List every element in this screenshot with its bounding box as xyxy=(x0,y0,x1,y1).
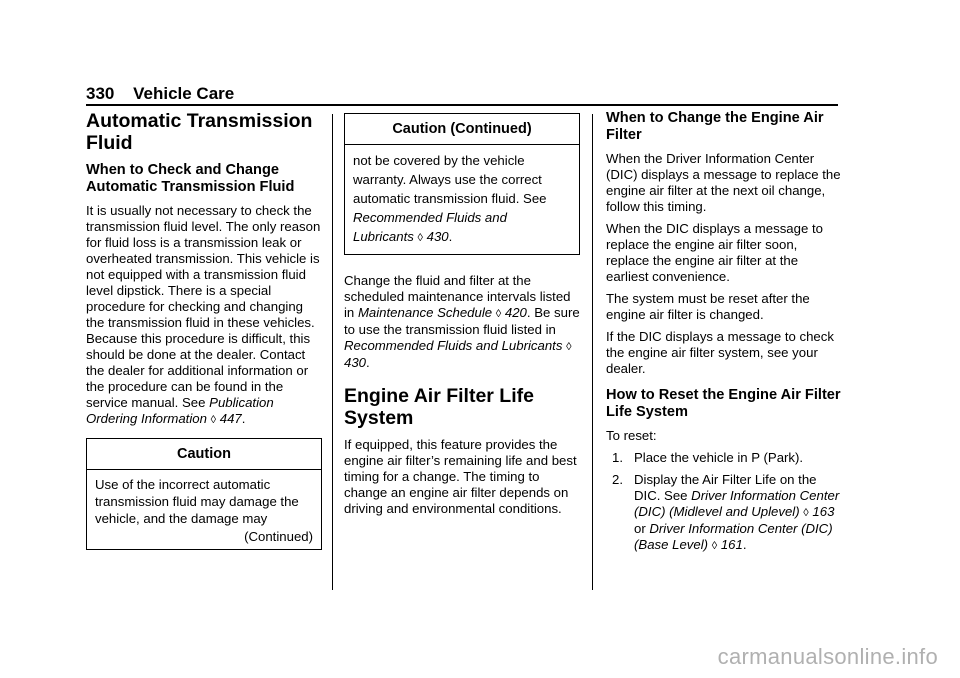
list-item xyxy=(606,450,842,466)
heading-how-to-reset: How to Reset the Engine Air Filter Life System xyxy=(606,387,841,420)
link-recommended-fluids[interactable]: Recommended Fluids and Lubricants xyxy=(344,338,563,353)
caution-box xyxy=(86,438,322,550)
page-ref-447[interactable]: 447 xyxy=(219,411,242,426)
link-publication-ordering[interactable]: Publication Ordering Information xyxy=(86,395,274,426)
step-text: Display the Air Filter Life on the DIC. See xyxy=(634,472,817,503)
caution-title: Caution xyxy=(87,439,321,470)
column-2 xyxy=(344,110,580,523)
continued-label: (Continued) xyxy=(244,529,313,544)
column-divider xyxy=(592,114,593,590)
heading-automatic-transmission-fluid: Automatic Transmission Fluid xyxy=(86,110,313,154)
header-rule xyxy=(86,104,838,106)
paragraph-check-fluid: It is usually not necessary to check the transmission fluid level. The only reason for fluid loss is a transmission leak or overheated transmission. This vehicle is not equipped with a transmission fluid level dipstick. There is a special procedure for checking and changing the transmission fluid in these vehicles. Because this procedure is difficult, this should be done at the dealer. Contact the dealer for additional information or the procedure can be found in the service manual. See Publication Ordering Information ◊ 447. xyxy=(86,203,321,426)
paragraph-text: Change the fluid and filter at the scheduled maintenance intervals listed in xyxy=(344,273,571,320)
caution-text: not be covered by the vehicle warranty. Always use the correct automatic transmission fluid. See xyxy=(353,153,547,206)
paragraph-text: . Be sure to use the transmission fluid listed in xyxy=(344,305,580,337)
link-dic-base[interactable]: Driver Information Center (DIC) (Base Level) xyxy=(634,521,833,552)
link-maintenance-schedule[interactable]: Maintenance Schedule xyxy=(357,305,493,320)
page-ref-icon: ◊ xyxy=(210,414,217,426)
paragraph: To reset: xyxy=(606,428,657,443)
caution-title: Caution (Continued) xyxy=(345,114,579,145)
page-ref-163[interactable]: 163 xyxy=(812,504,835,519)
step-number: 2. xyxy=(612,472,623,487)
link-recommended-fluids[interactable]: Recommended Fluids and Lubricants xyxy=(353,210,507,244)
list-item: 2. Display the Air Filter Life on the DIC. See Driver Information Center (DIC) (Midlevel and Uplevel) ◊ 163 or Driver Information Center (DIC) (Base Level) ◊ 161. xyxy=(612,472,840,552)
page-ref-icon: ◊ xyxy=(417,232,423,244)
page-header xyxy=(86,84,234,104)
paragraph-air-filter-intro: If equipped, this feature provides the engine air filter’s remaining life and best timing for a change. The timing to change an engine air filter depends on driving and environmental conditions. xyxy=(344,437,577,516)
caution-body xyxy=(87,470,321,549)
page-ref-430[interactable]: 430 xyxy=(426,229,449,244)
paragraph: The system must be reset after the engine air filter is changed. xyxy=(606,291,810,322)
step-number: 1. xyxy=(612,450,623,465)
section-title: Vehicle Care xyxy=(133,84,235,103)
page-ref-icon: ◊ xyxy=(803,507,809,519)
paragraph: When the DIC displays a message to replace the engine air filter soon, replace the engine air filter at the earliest convenience. xyxy=(606,221,823,284)
page-ref-420[interactable]: 420 xyxy=(504,305,527,320)
step-text: or xyxy=(634,521,650,536)
paragraph: If the DIC displays a message to check the engine air filter system, see your dealer. xyxy=(606,329,834,376)
link-dic-midlevel[interactable]: Driver Information Center (DIC) (Midlevel and Uplevel) xyxy=(634,488,840,519)
paragraph: When the Driver Information Center (DIC) displays a message to replace the engine air filter at the next oil change, follow this timing. xyxy=(606,151,841,214)
page-ref-430[interactable]: 430 xyxy=(344,355,367,370)
paragraph-change-fluid: Change the fluid and filter at the scheduled maintenance intervals listed in Maintenance Schedule ◊ 420. Be sure to use the transmission fluid listed in Recommended Fluids and Lubricants ◊ 430. xyxy=(344,273,580,370)
column-3 xyxy=(606,110,842,560)
caution-body: not be covered by the vehicle warranty. Always use the correct automatic transmission fluid. See Recommended Fluids and Lubricants ◊ 430. xyxy=(353,153,547,244)
step-text: Place the vehicle in P (Park). xyxy=(634,450,804,465)
paragraph-text: It is usually not necessary to check the transmission fluid level. The only reason for fluid loss is a transmission leak or overheated transmission. This vehicle is not equipped with a transmission fluid level dipstick. There is a special procedure for checking and changing the transmission fluid in these vehicles. Because this procedure is difficult, this should be done at the dealer. Contact the dealer for additional information or the procedure can be found in the service manual. See xyxy=(86,203,321,410)
page-number: 330 xyxy=(86,84,115,103)
reset-steps xyxy=(606,450,842,554)
watermark: carmanualsonline.info xyxy=(717,644,938,669)
heading-when-to-check: When to Check and Change Automatic Transmission Fluid xyxy=(86,162,295,195)
heading-when-to-change: When to Change the Engine Air Filter xyxy=(606,110,824,143)
caution-text: Use of the incorrect automatic transmission fluid may damage the vehicle, and the damage may xyxy=(95,477,299,526)
column-1 xyxy=(86,110,322,562)
page-ref-161[interactable]: 161 xyxy=(720,537,743,552)
page-ref-icon: ◊ xyxy=(566,341,572,353)
column-divider xyxy=(332,114,333,590)
heading-engine-air-filter-life: Engine Air Filter Life System xyxy=(344,385,534,429)
caution-box-continued xyxy=(344,113,580,255)
page-ref-icon: ◊ xyxy=(711,540,718,552)
page-ref-icon: ◊ xyxy=(495,308,502,320)
